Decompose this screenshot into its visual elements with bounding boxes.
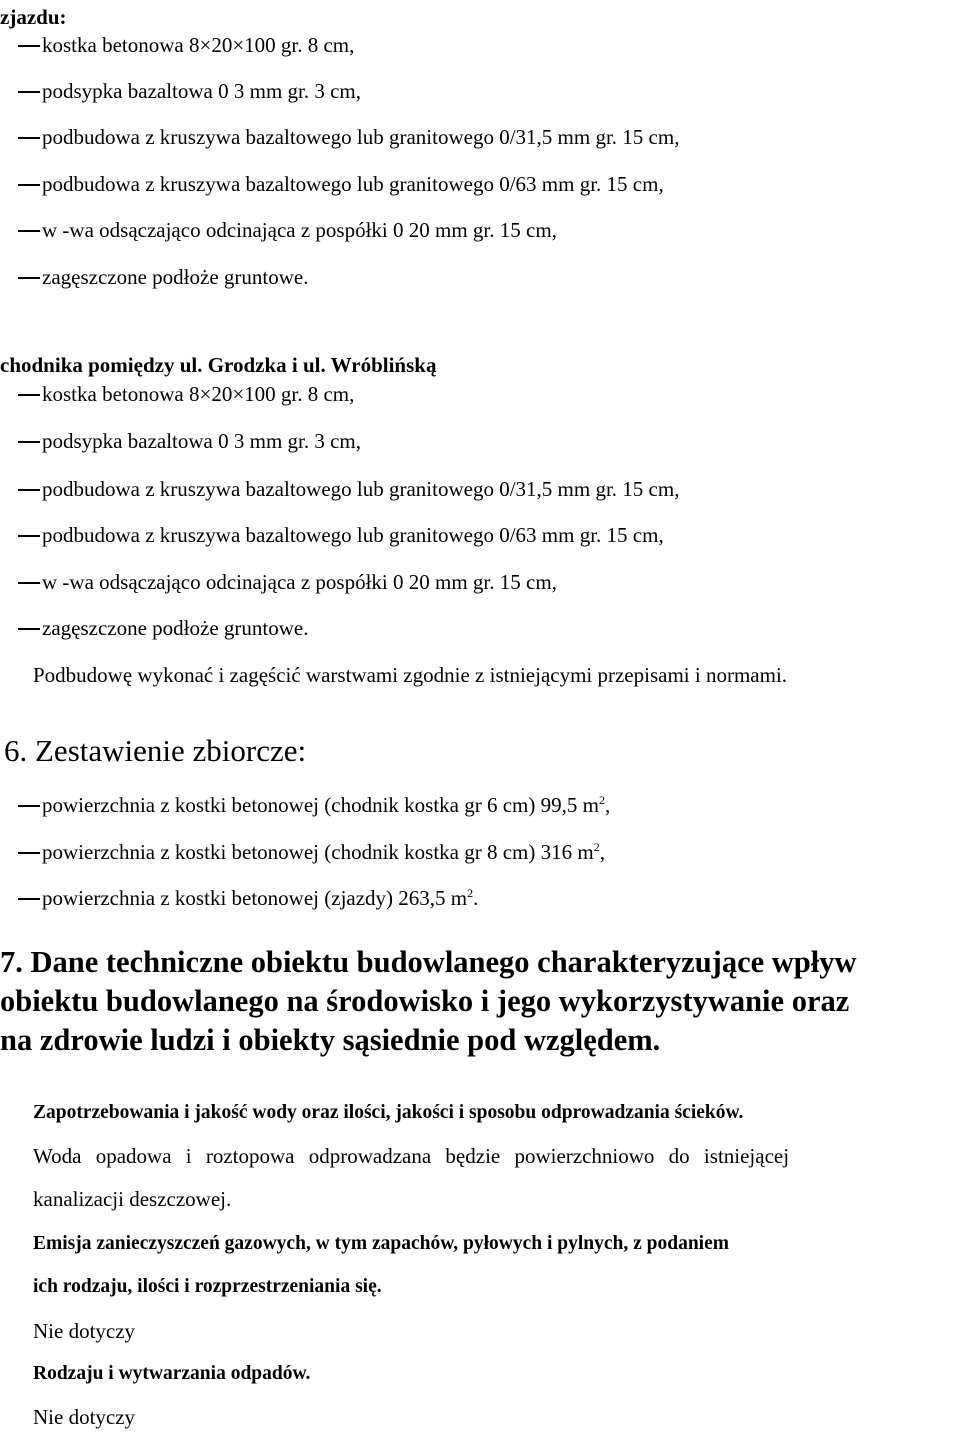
list-item: podbudowa z kruszywa bazaltowego lub granitowego 0/63 mm gr. 15 cm, (18, 171, 664, 197)
section-7-heading-line: na zdrowie ludzi i obiekty sąsiednie pod względem. (0, 1023, 661, 1057)
section-heading-zjazd: zjazdu: (0, 5, 67, 29)
emission-heading: Emisja zanieczyszczeń gazowych, w tym zapachów, pyłowych i pylnych, z podaniem (33, 1233, 730, 1254)
summary-item: powierzchnia z kostki betonowej (chodnik kostka gr 6 cm) 99,5 $m^2$, (18, 792, 610, 818)
list-item: podbudowa z kruszywa bazaltowego lub granitowego 0/31,5 mm gr. 15 cm, (18, 124, 679, 150)
list-item: w -wa odsączająco odcinająca z pospółki 0 20 mm gr. 15 cm, (18, 217, 557, 243)
waste-heading: Rodzaju i wytwarzania odpadów. (33, 1363, 311, 1384)
dash-bullet (18, 898, 40, 900)
section-7-heading-line: obiektu budowlanego na środowisko i jego wykorzystywanie oraz (0, 984, 850, 1018)
waste-text: Nie dotyczy (33, 1405, 136, 1429)
list-item: w -wa odsączająco odcinająca z pospółki 0 20 mm gr. 15 cm, (18, 569, 557, 595)
list-item: zagęszczone podłoże gruntowe. (18, 615, 308, 641)
dash-bullet (18, 628, 40, 630)
list-item: podsypka bazaltowa 0 3 mm gr. 3 cm, (18, 428, 361, 454)
list-item: podbudowa z kruszywa bazaltowego lub granitowego 0/31,5 mm gr. 15 cm, (18, 476, 679, 502)
list-item: podbudowa z kruszywa bazaltowego lub granitowego 0/63 mm gr. 15 cm, (18, 522, 664, 548)
dash-bullet (18, 277, 40, 279)
dash-bullet (18, 137, 40, 139)
dash-bullet (18, 441, 40, 443)
summary-item: powierzchnia z kostki betonowej (chodnik kostka gr 8 cm) 316 $m^2$, (18, 839, 605, 865)
list-item: kostka betonowa 8×20×100 gr. 8 cm, (18, 381, 354, 407)
emission-heading-cont: ich rodzaju, ilości i rozprzestrzeniania się. (33, 1276, 382, 1297)
dash-bullet (18, 184, 40, 186)
water-text-justified: Woda opadowa i roztopowa odprowadzana będzie powierzchniowo do istniejącej (33, 1144, 790, 1168)
dash-bullet (18, 535, 40, 537)
dash-bullet (18, 489, 40, 491)
water-text (33, 1143, 955, 1169)
list-item: podsypka bazaltowa 0 3 mm gr. 3 cm, (18, 78, 361, 104)
emission-text: Nie dotyczy (33, 1319, 136, 1343)
dash-bullet (18, 45, 40, 47)
list-item: zagęszczone podłoże gruntowe. (18, 264, 308, 290)
chodnik-note: Podbudowę wykonać i zagęścić warstwami zgodnie z istniejącymi przepisami i normami. (33, 663, 788, 687)
section-6-heading: 6. Zestawienie zbiorcze: (4, 733, 307, 768)
list-item: kostka betonowa 8×20×100 gr. 8 cm, (18, 32, 354, 58)
dash-bullet (18, 91, 40, 93)
water-heading: Zapotrzebowania i jakość wody oraz ilości, jakości i sposobu odprowadzania ścieków. (33, 1102, 744, 1123)
dash-bullet (18, 805, 40, 807)
dash-bullet (18, 582, 40, 584)
water-text-cont: kanalizacji deszczowej. (33, 1187, 232, 1211)
section-7-heading-line: 7. Dane techniczne obiektu budowlanego charakteryzujące wpływ (0, 945, 857, 979)
dash-bullet (18, 230, 40, 232)
section-heading-chodnik: chodnika pomiędzy ul. Grodzka i ul. Wróblińską (0, 353, 437, 377)
summary-item: powierzchnia z kostki betonowej (zjazdy) 263,5 $m^2$. (18, 885, 478, 911)
dash-bullet (18, 852, 40, 854)
dash-bullet (18, 394, 40, 396)
